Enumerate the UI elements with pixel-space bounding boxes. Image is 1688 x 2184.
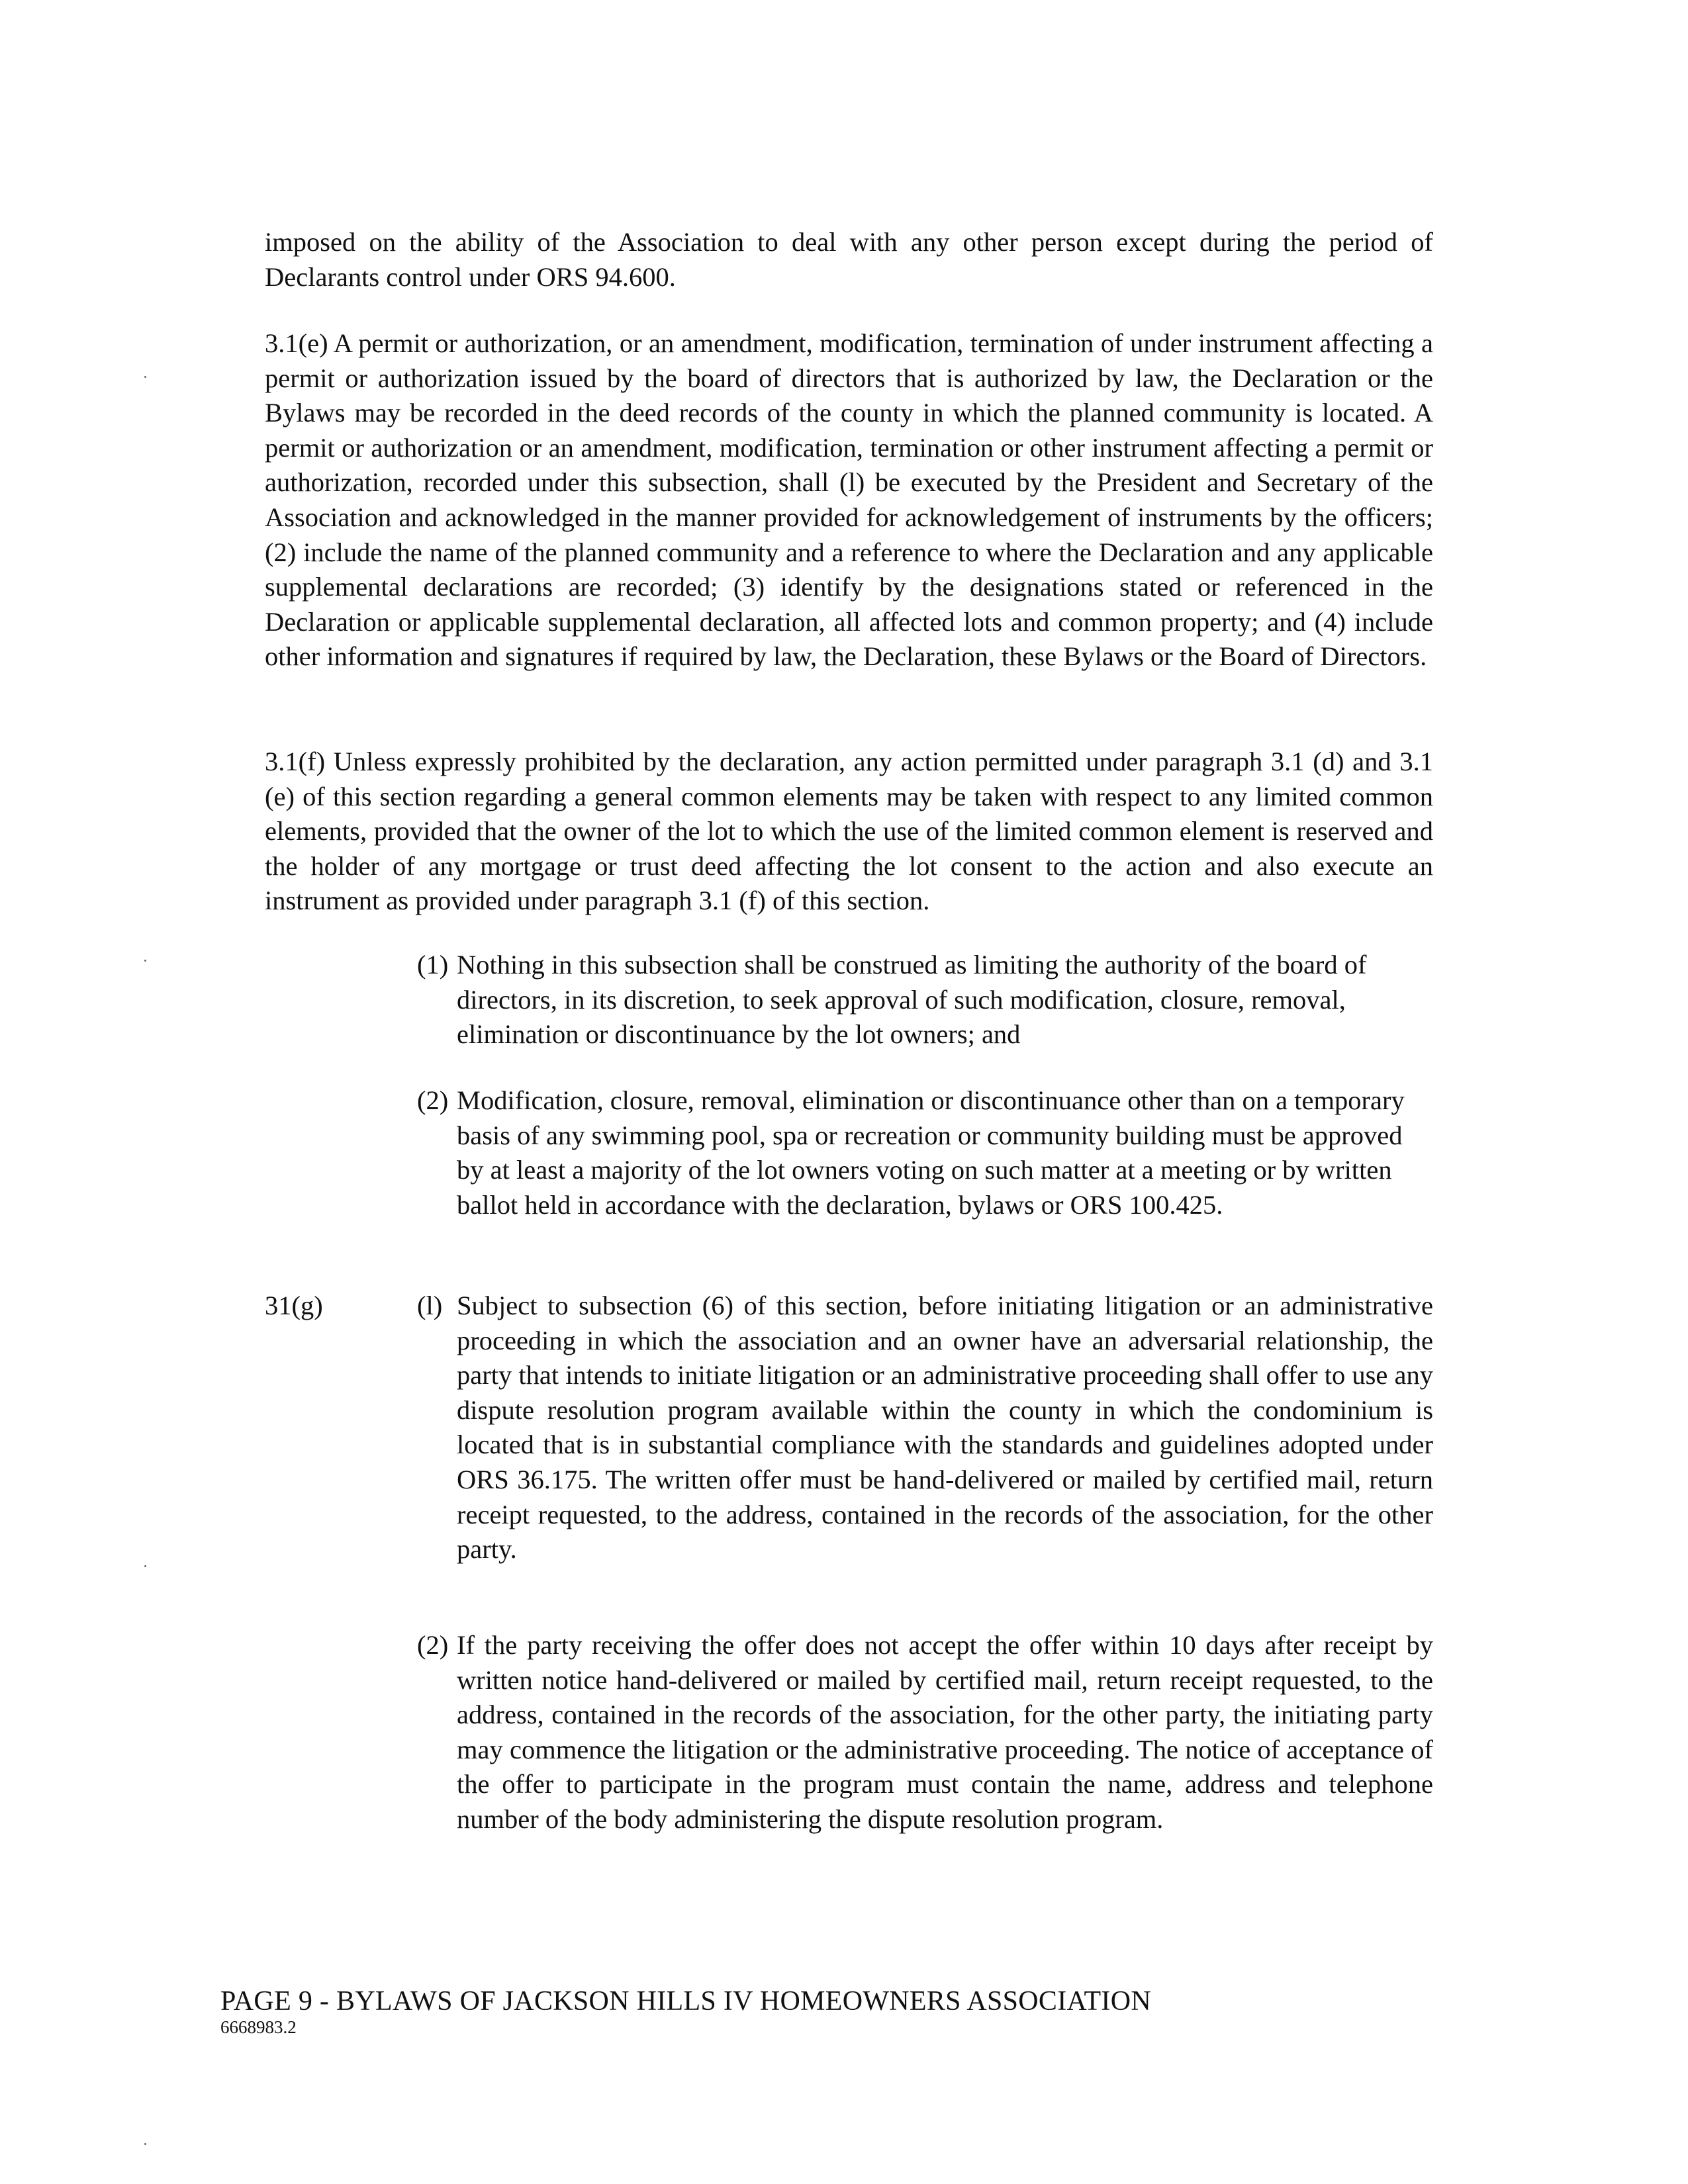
paragraph-3-1-e: 3.1(e) A permit or authorization, or an amendment, modification, termination of under instrument affecting a permit or authorization issued by the board of directors that is authorized by law, the Declaration or the Bylaws may be recorded in the deed records of the county in which the planned community is located. A permit or authorization or an amendment, modification, termination or other instrument affecting a permit or authorization, recorded under this subsection, shall (l) be executed by the President and Secretary of the Association and acknowledged in the manner provided for acknowledgement of instruments by the officers; (2) include the name of the planned community and a reference to where the Declaration and any applicable supplemental declarations are recorded; (3) identify by the designations stated or referenced in the Declaration or applicable supplemental declaration, all affected lots and common property; and (4) include other information and signatures if required by law, the Declaration, these Bylaws or the Board of Directors. <box>265 328 1433 672</box>
paragraph-3-1-f: 3.1(f) Unless expressly prohibited by the declaration, any action permitted under paragraph 3.1 (d) and 3.1 (e) of this section regarding a general common elements may be taken with respect to any limited common elements, provided that the owner of the lot to which the use of the limited common element is reserved and the holder of any mortgage or trust deed affecting the lot consent to the action and also execute an instrument as provided under paragraph 3.1 (f) of this section. <box>265 747 1433 916</box>
list-item-number: (2) <box>417 1630 449 1660</box>
list-item-text: Modification, closure, removal, elimination or discontinuance other than on a temporary basis of any swimming pool, spa or recreation or community building must be approved by at least a majority of the lot owners voting on such matter at a meeting or by written ballot held in accordance with the declaration, bylaws or ORS 100.425. <box>457 1085 1405 1220</box>
paragraph-intro: imposed on the ability of the Association to deal with any other person except during the period of Declarants control under ORS 94.600. <box>265 227 1433 292</box>
list-item-g-2 <box>417 1628 1433 1837</box>
document-number: 6668983.2 <box>220 2017 297 2037</box>
list-item-f-1 <box>417 948 1433 1052</box>
scan-speck <box>144 960 146 962</box>
list-item-text: Nothing in this subsection shall be construed as limiting the authority of the board of directors, in its discretion, to seek approval of such modification, closure, removal, elimination or discontinuance by the lot owners; and <box>457 950 1367 1050</box>
page-footer: PAGE 9 - BYLAWS OF JACKSON HILLS IV HOMEOWNERS ASSOCIATION <box>220 1986 1151 2017</box>
scan-speck <box>144 2143 146 2145</box>
scan-speck <box>144 1565 146 1567</box>
list-item-number: (2) <box>417 1085 449 1115</box>
scan-speck <box>144 376 146 378</box>
list-item-number: (l) <box>417 1291 443 1320</box>
list-item-text: Subject to subsection (6) of this section, before initiating litigation or an administrative proceeding in which the association and an owner have an adversarial relationship, the party that intends to initiate litigation or an administrative proceeding shall offer to use any dispute resolution program available within the county in which the condominium is located that is in substantial compliance with the standards and guidelines adopted under ORS 36.175. The written offer must be hand-delivered or mailed by certified mail, return receipt requested, to the address, contained in the records of the association, for the other party. <box>457 1291 1433 1565</box>
list-item-g-1 <box>417 1289 1433 1567</box>
list-item-text: If the party receiving the offer does not accept the offer within 10 days after receipt by written notice hand-delivered or mailed by certified mail, return receipt requested, to the address, contained in the records of the association, for the other party, the initiating party may commence the litigation or the administrative proceeding. The notice of acceptance of the offer to participate in the program must contain the name, address and telephone number of the body administering the dispute resolution program. <box>457 1630 1433 1834</box>
list-item-f-2 <box>417 1083 1433 1222</box>
section-label-31g: 31(g) <box>265 1291 323 1320</box>
list-item-number: (1) <box>417 950 449 979</box>
